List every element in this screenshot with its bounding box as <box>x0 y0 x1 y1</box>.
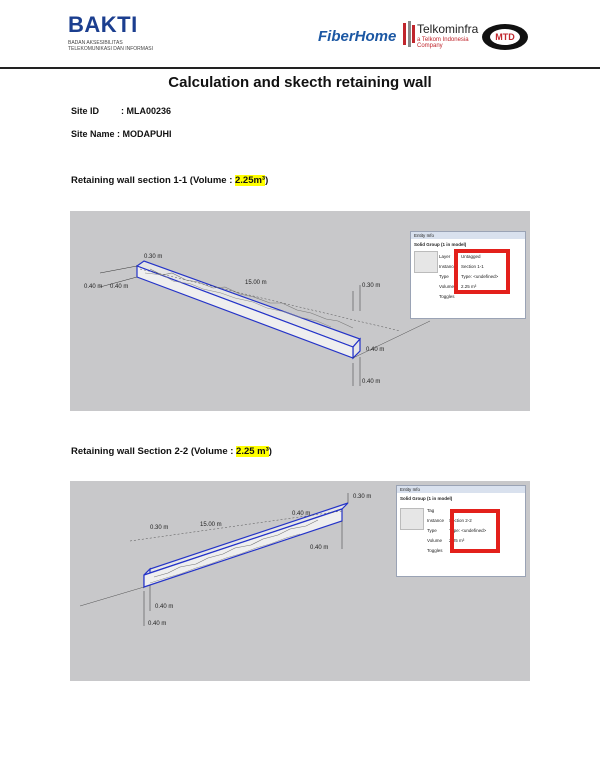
s1-panel-thumbnail <box>414 251 438 273</box>
s2-panel-row3-label: Type <box>427 528 437 533</box>
telkominfra-logo <box>402 20 480 50</box>
section-2-heading <box>71 446 272 457</box>
s1-dim-left-sub: 0.40 m <box>110 284 129 290</box>
section-1-volume: 2.25m³ <box>235 175 266 186</box>
s2-panel-group: Solid Group (1 in model) <box>400 496 453 501</box>
bakti-logo-subtitle: BADAN AKSESIBILITAS TELEKOMUNIKASI DAN INFORMASI <box>68 40 154 52</box>
s1-panel-row1-value: Untagged <box>461 254 481 259</box>
s1-panel-row3-label: Type <box>439 274 449 279</box>
section-2-volume-highlight <box>450 509 500 553</box>
page-title: Calculation and skecth retaining wall <box>168 74 432 91</box>
section-1-heading-suffix: ) <box>265 175 269 186</box>
s1-dim-right-top: 0.30 m <box>362 283 381 289</box>
s2-dim-left-bottom: 0.40 m <box>148 621 167 627</box>
s2-dim-left-height: 0.40 m <box>155 604 174 610</box>
site-name-label: Site Name : <box>71 129 121 139</box>
s2-panel-row1-label: Tag <box>427 508 435 513</box>
telkominfra-logo-sub: a Telkom Indonesia Company <box>417 37 469 49</box>
telkominfra-logo-text: Telkominfra <box>417 22 479 36</box>
s1-panel-row3-value: Type: <undefined> <box>461 274 499 279</box>
s2-dim-mid-height: 0.40 m <box>292 511 311 517</box>
section-2-figure <box>70 481 530 681</box>
s1-dim-top-width: 0.30 m <box>144 254 163 260</box>
section-1-figure <box>70 211 530 411</box>
s1-panel-row4-value: 2.25 m³ <box>461 284 477 289</box>
mtd-logo-text: MTD <box>490 29 520 45</box>
site-id-value: : MLA00236 <box>121 106 172 116</box>
s1-panel-row2-label: Instance <box>439 264 457 269</box>
s1-panel-row4-label: Volume <box>439 284 455 289</box>
s2-panel-row5-label: Toggles <box>427 548 443 553</box>
s2-panel-thumbnail <box>400 508 424 530</box>
section-1-heading-text: Retaining wall section 1-1 (Volume : <box>71 175 235 186</box>
site-name-value: MODAPUHI <box>122 129 172 139</box>
s2-dim-right-top: 0.30 m <box>353 494 372 500</box>
s1-dim-right-bottom: 0.40 m <box>362 379 381 385</box>
s2-panel-row2-value: Section 2-2 <box>449 518 472 523</box>
s1-dim-left-height: 0.40 m <box>84 284 103 290</box>
header-divider <box>0 67 600 69</box>
site-id-line <box>71 106 171 116</box>
s1-panel-row2-value: Section 1-1 <box>461 264 484 269</box>
s2-panel-row4-value: 2.25 m³ <box>449 538 465 543</box>
s2-panel-title: Entity Info <box>400 487 421 492</box>
bakti-logo-text: BAKTI <box>68 12 138 37</box>
s2-panel-row3-value: Type: <undefined> <box>449 528 487 533</box>
section-1-heading <box>71 175 268 186</box>
site-name-line <box>71 129 172 139</box>
mtd-logo <box>482 24 528 50</box>
s2-dim-length: 15.00 m <box>200 522 222 528</box>
site-id-label: Site ID <box>71 106 100 116</box>
section-2-heading-text: Retaining wall Section 2-2 (Volume : <box>71 446 237 457</box>
s1-panel-title: Entity Info <box>414 233 435 238</box>
s1-panel-row5-label: Toggles <box>439 294 455 299</box>
fiberhome-logo: FiberHome <box>318 28 397 45</box>
telkominfra-mark-icon <box>402 20 416 48</box>
section-2-heading-suffix: ) <box>268 446 272 457</box>
s2-dim-top-width: 0.30 m <box>150 525 169 531</box>
s2-panel-row4-label: Volume <box>427 538 443 543</box>
s1-panel-row1-label: Layer <box>439 254 451 259</box>
s1-dim-length: 15.00 m <box>245 280 267 286</box>
bakti-logo <box>68 12 154 56</box>
section-1-volume-highlight <box>454 249 510 294</box>
s1-dim-right-height: 0.40 m <box>366 347 385 353</box>
section-2-volume: 2.25 m³ <box>236 446 269 457</box>
s2-panel-row2-label: Instance <box>427 518 445 523</box>
s2-dim-right-height: 0.40 m <box>310 545 329 551</box>
s1-panel-group: Solid Group (1 in model) <box>414 242 467 247</box>
